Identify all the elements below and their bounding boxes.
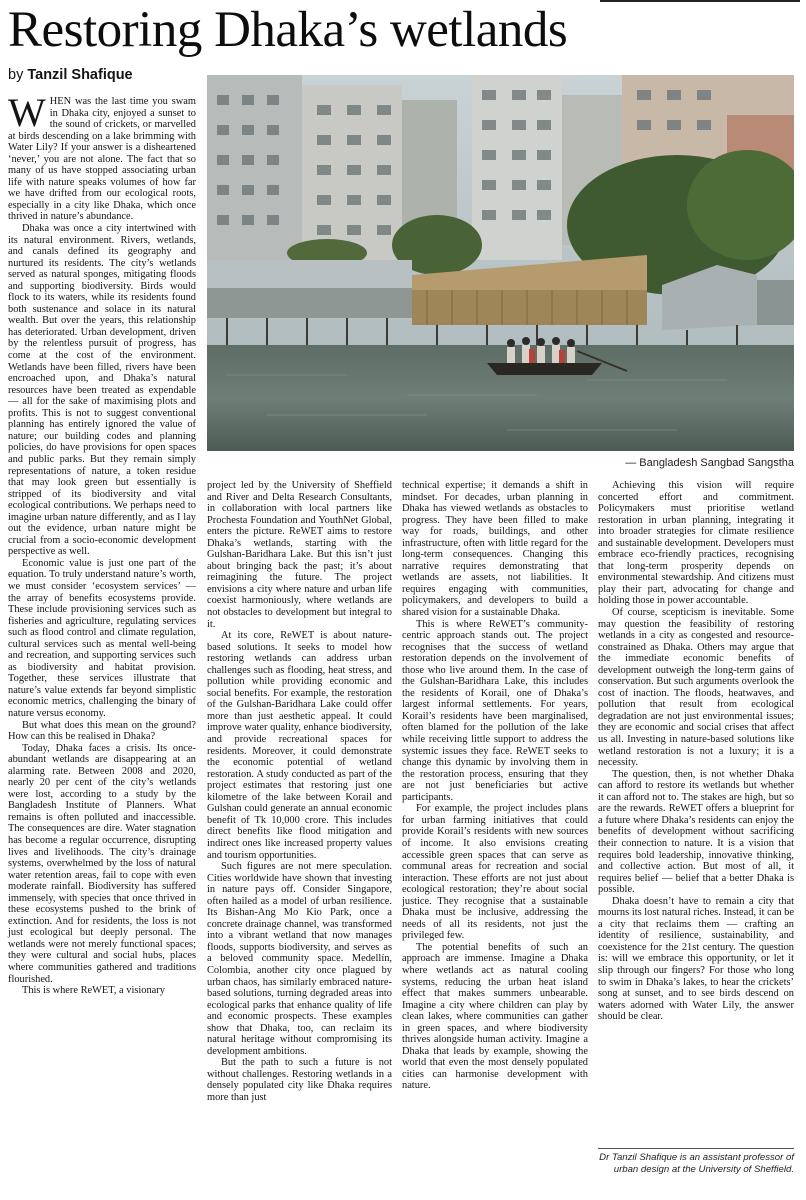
- paragraph: But the path to such a future is not without challenges. Restoring wetlands in a densely populated city like Dhaka requires more than just: [207, 1057, 392, 1103]
- paragraph: Today, Dhaka faces a crisis. Its once-abundant wetlands are disappearing at an alarming rate. Between 2008 and 2020, nearly 20 per cent of the city’s wetlands were lost, according to a study by the Bangladesh Institute of Planners. What remains is often polluted and inaccessible. The consequences are dire. Water stagnation has become a regular occurrence, disrupting lives and livelihoods. The city’s drainage systems, overwhelmed by the loss of natural water retention areas, fail to cope with even moderate rainfall. Biodiversity has suffered immensely, with species that once thrived in these ecosystems pushed to the brink of extinction. And for residents, the loss is not just ecological but deeply personal. The wetlands were not merely functional spaces; they were cultural and social hubs, places where communities gathered and traditions flourished.: [8, 742, 196, 985]
- byline: [8, 65, 133, 85]
- wetland-photo-illustration: [207, 75, 794, 451]
- article-photo: [207, 75, 794, 451]
- article-column-3: [402, 480, 588, 1195]
- paragraph: Of course, scepticism is inevitable. Some may question the feasibility of restoring wetlands in a city as congested and resource-constrained as Dhaka. Others may argue that the immediate economic benefits of development outweigh the long-term gains of conservation. But such arguments overlook the cost of inaction. The floods, heatwaves, and pollution that result from ecological degradation are not just environmental issues; they are economic and social crises that affect us all. Investing in nature-based solutions like wetland restoration is not a luxury; it is a necessity.: [598, 607, 794, 769]
- drop-cap: W: [8, 90, 46, 135]
- article-column-2: [207, 480, 392, 1195]
- photo-credit: — Bangladesh Sangbad Sangstha: [625, 457, 794, 469]
- paragraph: Economic value is just one part of the equation. To truly understand nature’s worth, we must consider ‘ecosystem services’ — the array of benefits ecosystems provide. These include provisioning services such as fisheries and agriculture, regulating services such as flood control and climate regulation, cultural services such as mental well-being and recreation, and supporting services such as biodiversity and habitat provision. Together, these services illustrate that nature’s value extends far beyond simplistic economic metrics, challenging the binary of nature versus economy.: [8, 557, 196, 719]
- byline-prefix: by: [8, 67, 24, 83]
- author-bio: Dr Tanzil Shafique is an assistant professor of urban design at the University of Sheffield.: [599, 1152, 794, 1175]
- lede-text: HEN was the last time you swam in Dhaka city, enjoyed a sunset to the sound of crickets, or marvelled at birds descending on a lake brimming with Water Lily? If your answer is a disheartened ‘never,’ you are not alone. The fact that so many of us have stopped associating urban life with nature speaks volumes of how far we have drifted from our ecological roots, especially in a city like Dhaka, which once thrived in nature’s abundance.: [8, 96, 196, 223]
- bio-divider: [598, 1148, 794, 1149]
- paragraph: Achieving this vision will require concerted effort and commitment. Policymakers must prioritise wetland restoration in urban planning, integrating it into broader strategies for climate resilience and sustainable development. Developers must embrace eco-friendly practices, recognising that long-term prosperity depends on environmental stewardship. And citizens must play their part, advocating for change and holding those in power accountable.: [598, 480, 794, 607]
- paragraph: technical expertise; it demands a shift in mindset. For decades, urban planning in Dhaka has viewed wetlands as obstacles to progress. They have been filled to make way for roads, buildings, and other infrastructure, often with little regard for the long-term consequences. Changing this narrative requires demonstrating that wetlands are assets, not liabilities. It requires engaging with communities, policymakers, and developers to build a shared vision for a sustainable Dhaka.: [402, 480, 588, 619]
- lede-paragraph: [8, 90, 196, 223]
- paragraph: This is where ReWET’s community-centric approach stands out. The project recognises that the success of wetland restoration depends on the involvement of those who live around them. In the case of the Gulshan-Baridhara Lake, this includes the residents of Korail, one of Dhaka’s largest informal settlements. For years, Korail’s residents have been marginalised, often blamed for the pollution of the lake while receiving little support to address the systemic issues they face. ReWET seeks to change this dynamic by involving them in the restoration process, ensuring that they are not just beneficiaries but active participants.: [402, 618, 588, 803]
- paragraph: But what does this mean on the ground? How can this be realised in Dhaka?: [8, 719, 196, 743]
- article-column-1: [8, 90, 196, 1196]
- paragraph: For example, the project includes plans for urban farming initiatives that could provide Korail’s residents with new sources of income. It also envisions creating accessible green spaces that can serve as communal areas for recreation and social interaction. These efforts are not just about ecological restoration; they’re about social justice. They recognise that a sustainable Dhaka must be inclusive, addressing the needs of all its residents, not just the privileged few.: [402, 803, 588, 942]
- paragraph: The potential benefits of such an approach are immense. Imagine a Dhaka where wetlands act as natural cooling systems, reducing the urban heat island effect that makes summers unbearable. Imagine a city where children can play by clean lakes, where communities can gather in green spaces, and where biodiversity thrives alongside human activity. Imagine a Dhaka that leads by example, showing the world that even the most densely populated cities can harmonise development with nature.: [402, 941, 588, 1092]
- paragraph: At its core, ReWET is about nature-based solutions. It seeks to model how restoring wetlands can address urban challenges such as flooding, heat stress, and pollution while providing economic and social benefits. For example, the restoration of the Gulshan-Baridhara Lake could offer more than just aesthetic appeal. It could improve water quality, enhance biodiversity, and provide recreational spaces for residents. Moreover, it could demonstrate the economic potential of wetland restoration. A study conducted as part of the project estimates that restoring just one kilometre of the lake between Korail and Gulshan could generate an annual economic benefit of Tk 10,000 crore. This includes direct benefits like flood mitigation and indirect ones like increased property values and tourism opportunities.: [207, 630, 392, 861]
- paragraph: Dhaka was once a city intertwined with its natural environment. Rivers, wetlands, and canals defined its geography and nurtured its residents. The city’s wetlands served as natural sponges, mitigating floods and supporting biodiversity. Birds would flock to its waters, while its residents found both sustenance and solace in its natural wealth. But over the years, this relationship has deteriorated. Urban development, driven by the relentless pursuit of progress, has come at the cost of the environment. Wetlands have been filled, rivers have been encroached upon, and Dhaka’s natural resources have been treated as expendable — all for the sake of maximising plots and profits. This is not to suggest conventional planning has entirely ignored the value of nature; our building codes and planning policies, do have provisions for open spaces and public parks. But they remain simply representations of nature, a token residue that may look green but essentially is stripped of its biodiversity and vital ecological contributions. We perhaps need to imagine urban nature differently, and as I lay out the evidence, urban nature might be crucial from a socio-economic development perspective as well.: [8, 223, 196, 558]
- paragraph: project led by the University of Sheffield and River and Delta Research Consultants, in collaboration with local partners like Prochesta Foundation and YouthNet Global, enters the picture. ReWET aims to restore Dhaka’s wetlands, starting with the Gulshan-Baridhara Lake. But this isn’t just about bringing back the past; it’s about reimagining the future. The project envisions a city where nature and urban life coexist harmoniously, where wetlands are not obstacles to development but integral to it.: [207, 480, 392, 630]
- paragraph: The question, then, is not whether Dhaka can afford to restore its wetlands but whether it can afford not to. The stakes are high, but so are the rewards. ReWET offers a blueprint for a future where Dhaka’s residents can enjoy the benefits of development without sacrificing their connection to nature. It is a vision that requires bold leadership, innovative thinking, and collective action. But most of all, it requires belief — belief that a better Dhaka is possible.: [598, 768, 794, 896]
- article-column-4: [598, 480, 794, 1145]
- paragraph: Such figures are not mere speculation. Cities worldwide have shown that investing in nature pays off. Consider Singapore, often hailed as a model of urban resilience. Its Bishan-Ang Mo Kio Park, once a concrete drainage channel, was transformed into a vibrant wetland that now manages floods, supports biodiversity, and serves as a beloved community space. Medellín, Colombia, another city once plagued by urban chaos, has similarly embraced nature-based solutions, turning degraded areas into ecological parks that enhance quality of life and economic prospects. These examples show that Dhaka, too, can reclaim its natural heritage without compromising its development ambitions.: [207, 861, 392, 1057]
- author-name: Tanzil Shafique: [27, 67, 133, 83]
- page-title: Restoring Dhaka’s wetlands: [8, 2, 568, 58]
- paragraph: This is where ReWET, a visionary: [22, 985, 165, 997]
- paragraph: Dhaka doesn’t have to remain a city that mourns its lost natural riches. Instead, it can be a city that reclaims them — crafting an identity of resilience, sustainability, and coexistence for the 21st century. The question is: will we embrace this opportunity, or let it slip through our fingers? For those who long to swim in Dhaka’s lakes, to hear the crickets’ song at sunset, and to see birds descend on waters adorned with Water Lily, the answer should be clear.: [598, 895, 794, 1023]
